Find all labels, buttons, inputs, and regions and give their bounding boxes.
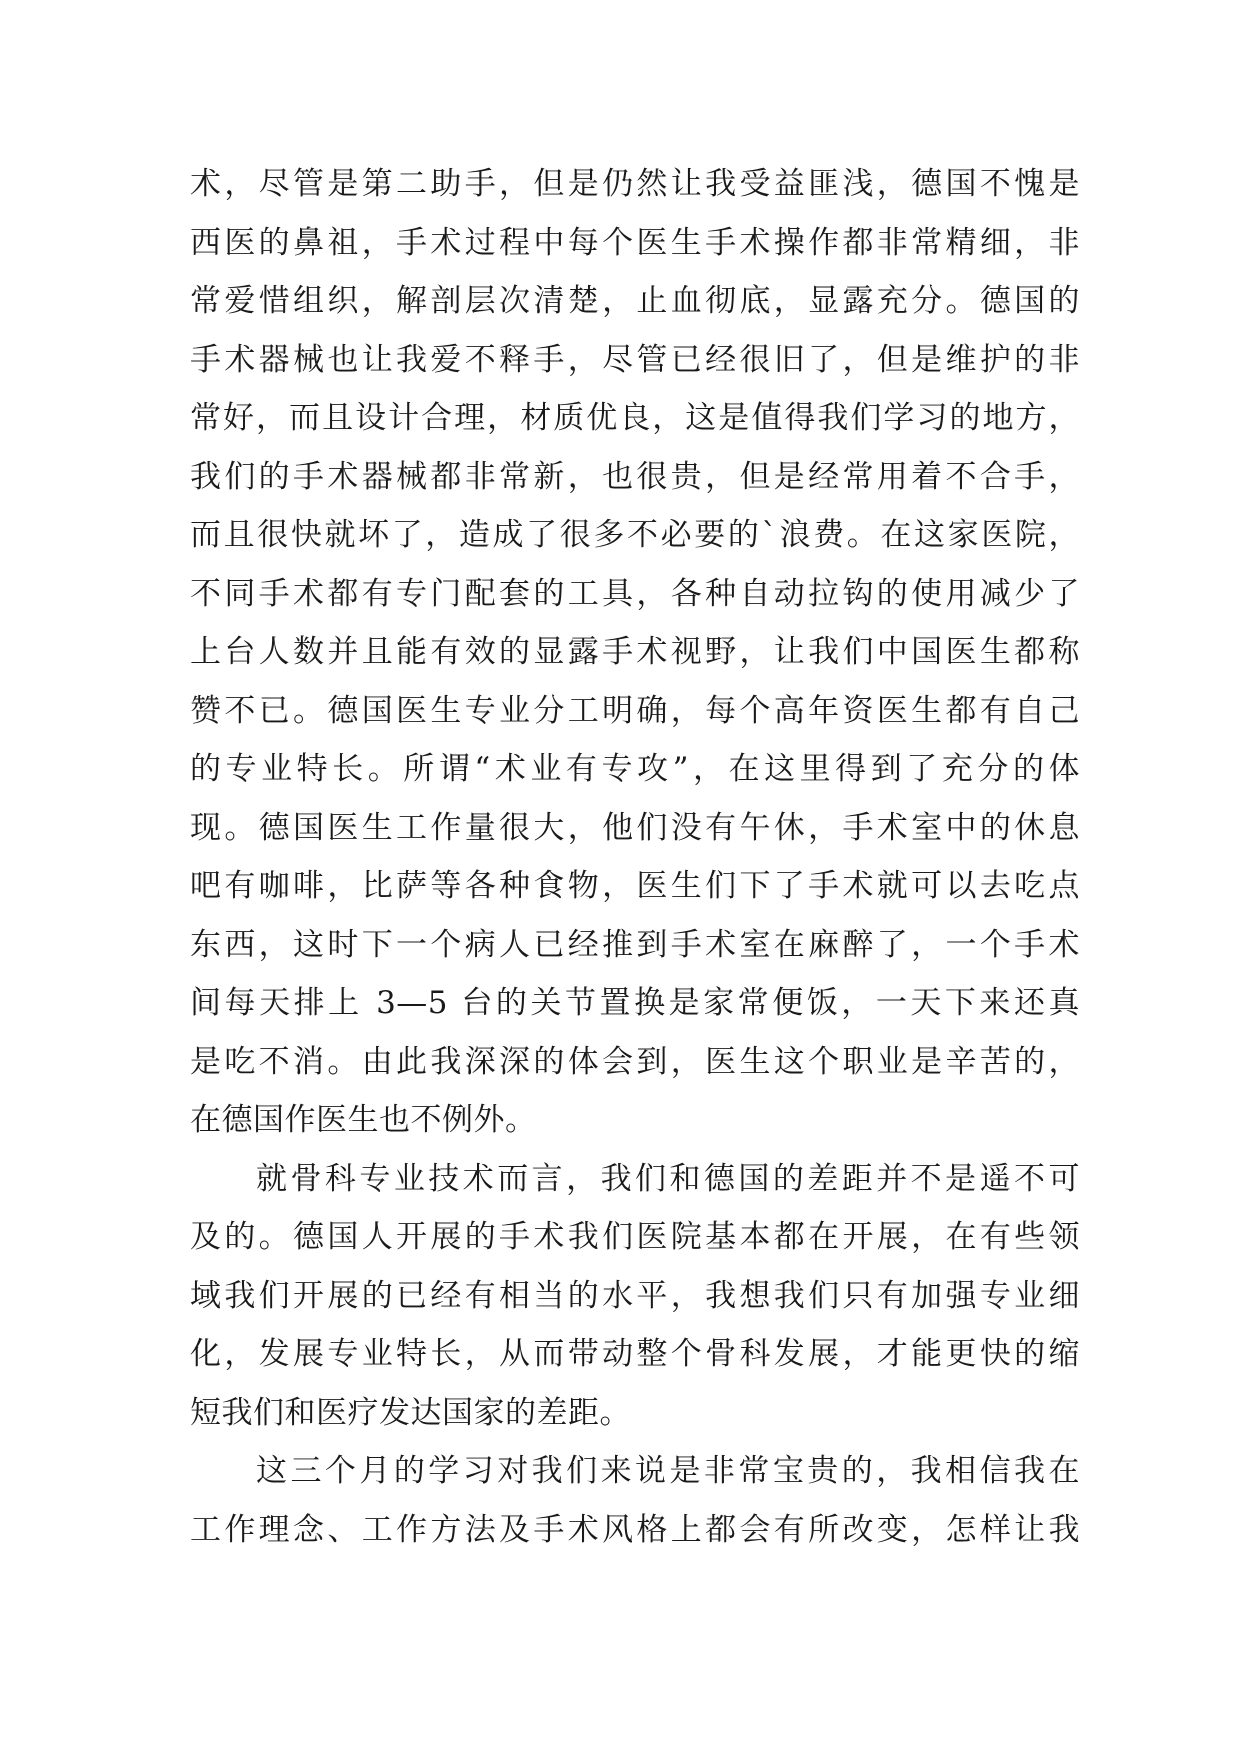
- paragraph-line: 手术器械也让我爱不释手，尽管已经很旧了，但是维护的非: [190, 341, 1080, 378]
- document-body: [190, 155, 1080, 1559]
- paragraph-3: [190, 1442, 1080, 1559]
- paragraph-line: 西医的鼻祖，手术过程中每个医生手术操作都非常精细，非: [190, 224, 1080, 261]
- paragraph-line: 工作理念、工作方法及手术风格上都会有所改变，怎样让我: [190, 1511, 1080, 1548]
- paragraph-line: 现。德国医生工作量很大，他们没有午休，手术室中的休息: [190, 809, 1080, 846]
- paragraph-line: 域我们开展的已经有相当的水平，我想我们只有加强专业细: [190, 1277, 1080, 1314]
- paragraph-line: 术，尽管是第二助手，但是仍然让我受益匪浅，德国不愧是: [190, 166, 1080, 202]
- paragraph-line: 常爱惜组织，解剖层次清楚，止血彻底，显露充分。德国的: [190, 283, 1080, 319]
- paragraph-line: 的专业特长。所谓“术业有专攻”，在这里得到了充分的体: [190, 751, 1080, 787]
- paragraph-1: [190, 155, 1080, 1150]
- paragraph-line: 赞不已。德国医生专业分工明确，每个高年资医生都有自己: [190, 692, 1080, 729]
- paragraph-line: 短我们和医疗发达国家的差距。: [190, 1394, 631, 1431]
- paragraph-line: 东西，这时下一个病人已经推到手术室在麻醉了，一个手术: [190, 926, 1080, 963]
- paragraph-line: 而且很快就坏了，造成了很多不必要的`浪费。在这家医院，: [190, 517, 1080, 553]
- paragraph-line: 就骨科专业技术而言，我们和德国的差距并不是遥不可: [256, 1160, 1080, 1197]
- paragraph-2: [190, 1150, 1080, 1443]
- paragraph-line: 是吃不消。由此我深深的体会到，医生这个职业是辛苦的，: [190, 1043, 1080, 1080]
- paragraph-line: 化，发展专业特长，从而带动整个骨科发展，才能更快的缩: [190, 1336, 1080, 1372]
- paragraph-line: 间每天排上 3—5 台的关节置换是家常便饭，一天下来还真: [190, 985, 1080, 1021]
- paragraph-line: 及的。德国人开展的手术我们医院基本都在开展，在有些领: [190, 1219, 1080, 1255]
- paragraph-line: 常好，而且设计合理，材质优良，这是值得我们学习的地方，: [190, 400, 1080, 436]
- paragraph-line: 这三个月的学习对我们来说是非常宝贵的，我相信我在: [256, 1453, 1080, 1489]
- paragraph-line: 不同手术都有专门配套的工具，各种自动拉钩的使用减少了: [190, 575, 1080, 612]
- paragraph-line: 我们的手术器械都非常新，也很贵，但是经常用着不合手，: [190, 458, 1080, 495]
- paragraph-line: 上台人数并且能有效的显露手术视野，让我们中国医生都称: [190, 634, 1080, 670]
- paragraph-line: 吧有咖啡，比萨等各种食物，医生们下了手术就可以去吃点: [190, 868, 1080, 904]
- paragraph-line: 在德国作医生也不例外。: [190, 1102, 537, 1138]
